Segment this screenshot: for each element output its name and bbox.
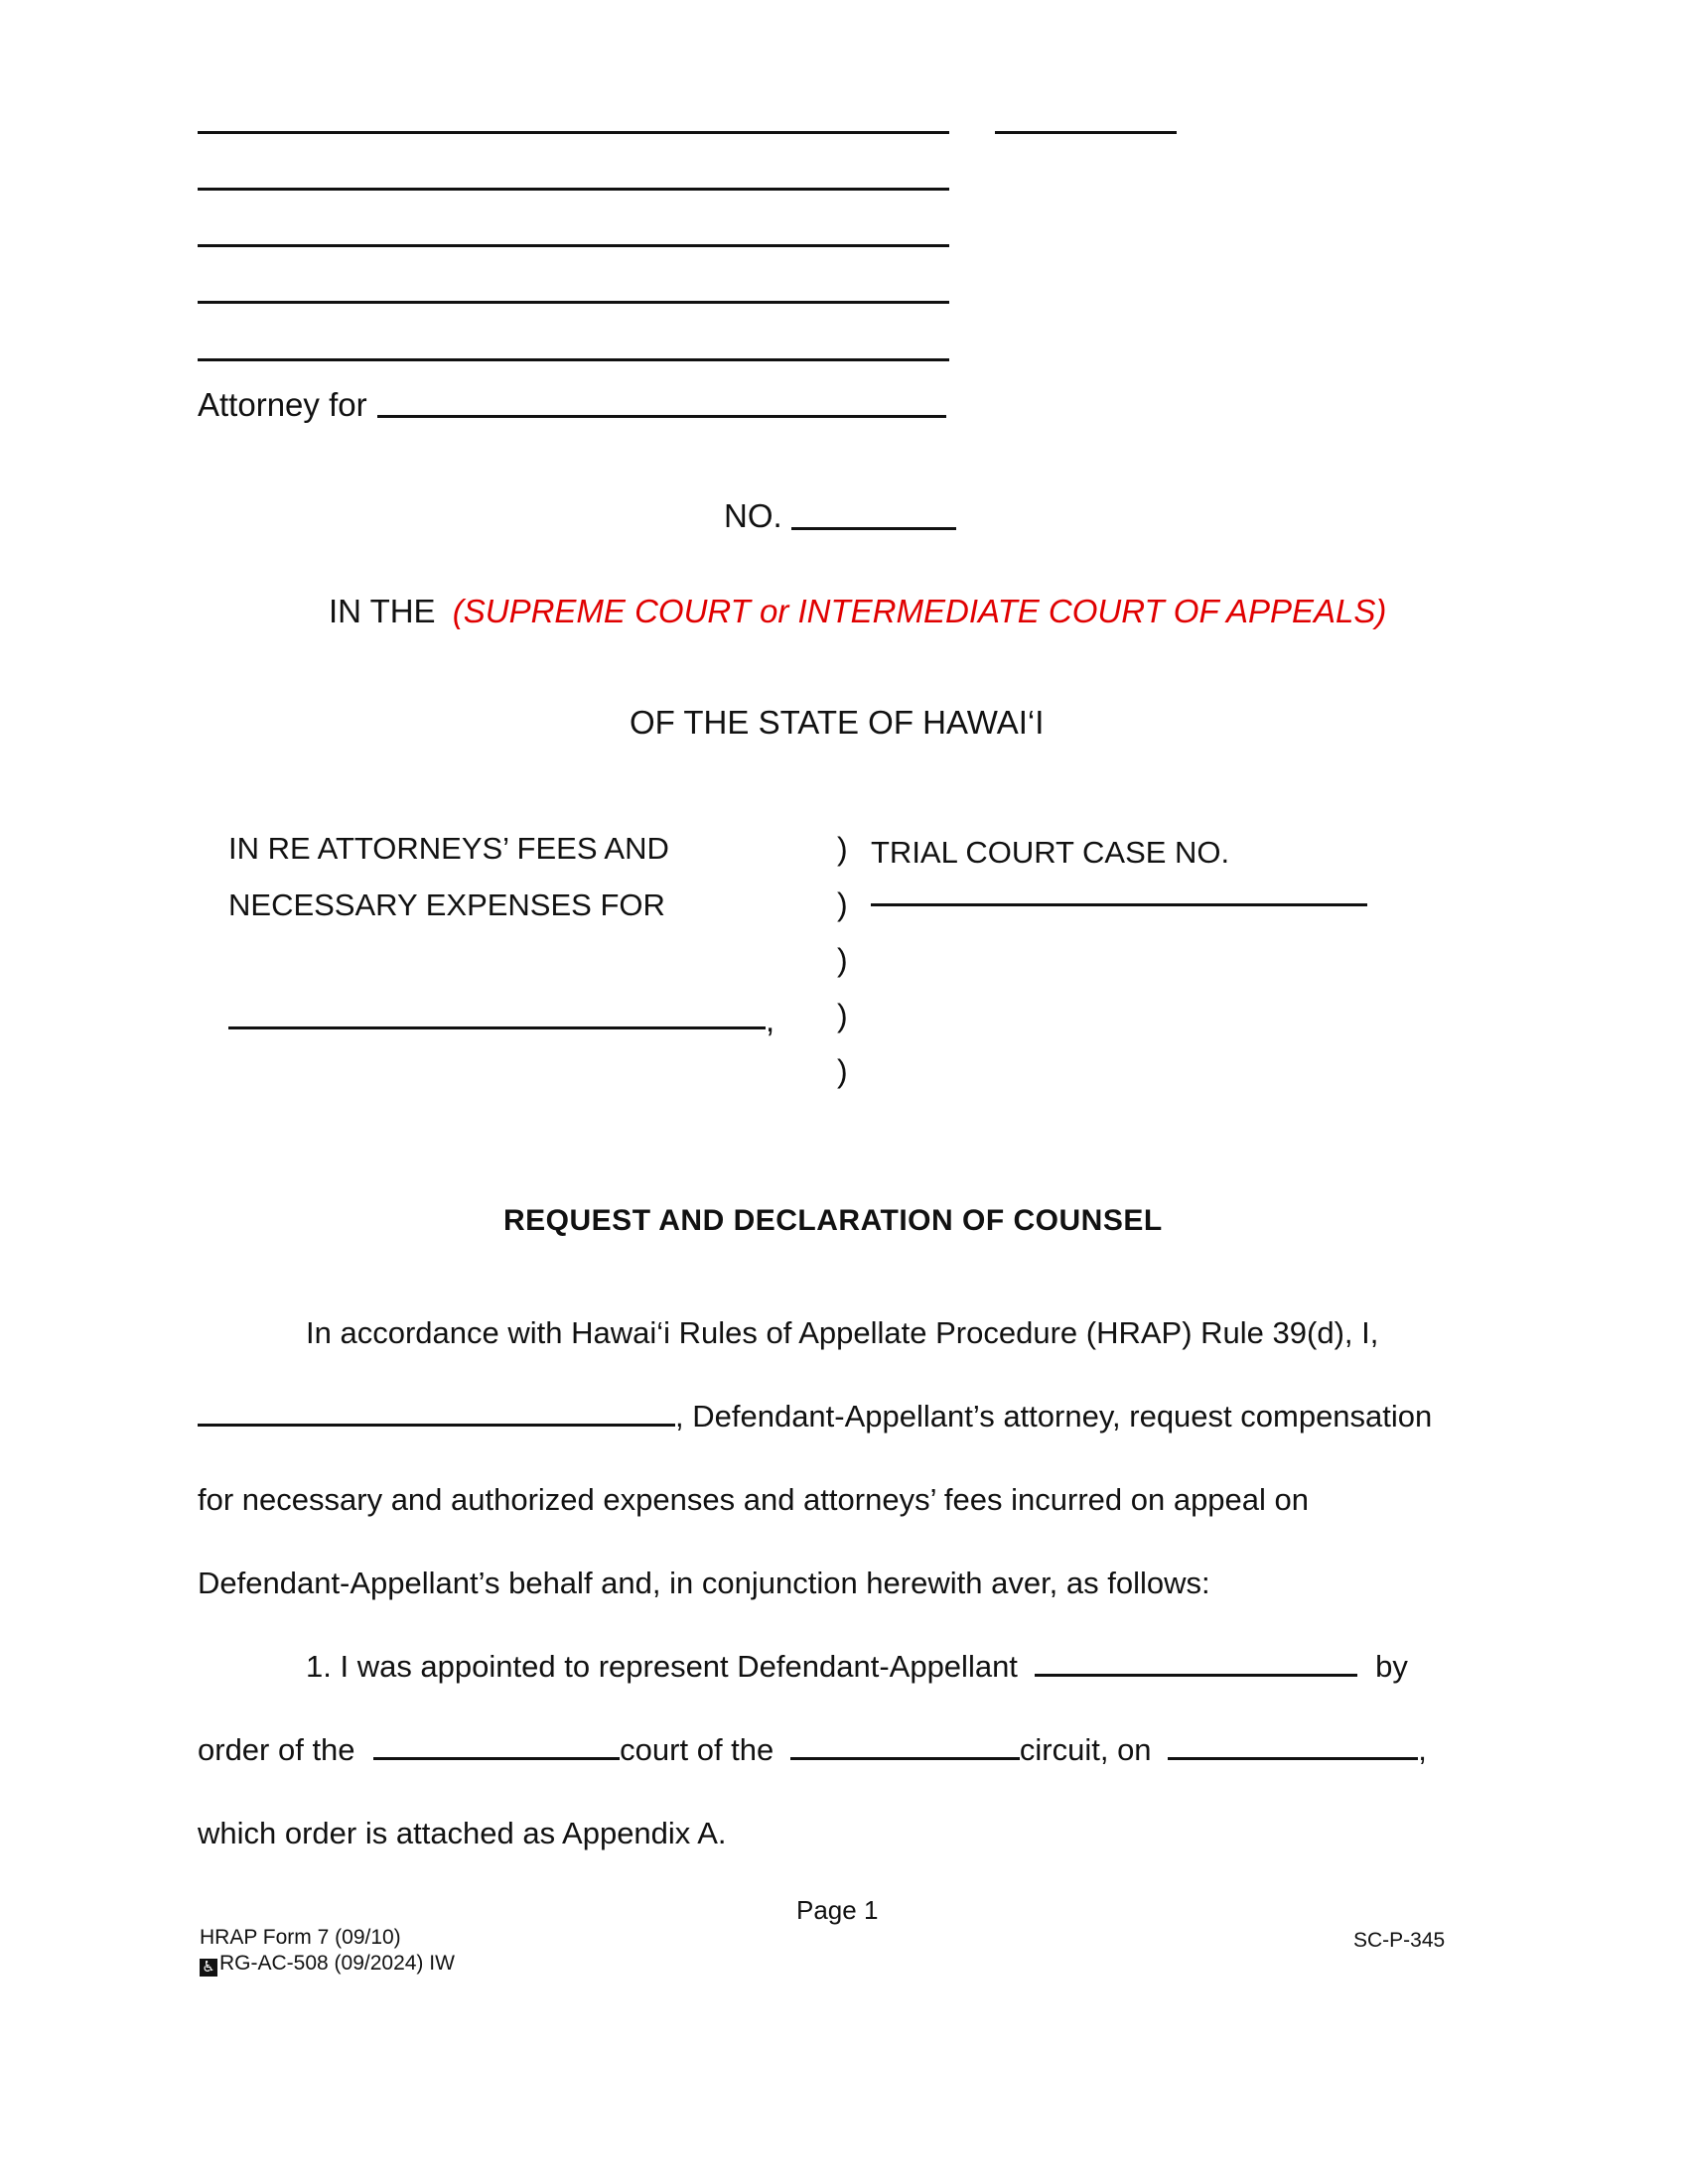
item-1-text-c: order of the: [198, 1732, 355, 1767]
state-heading: OF THE STATE OF HAWAI‘I: [630, 704, 1045, 741]
caption-name-line[interactable]: [228, 1026, 766, 1029]
body-line-4: [198, 1568, 1460, 1598]
trial-case-label: TRIAL COURT CASE NO.: [871, 835, 1230, 870]
item-1-text-f: ,: [1418, 1732, 1427, 1767]
caption-paren: ): [837, 887, 848, 922]
defendant-name-blank[interactable]: [1035, 1673, 1357, 1677]
body-line-3-text: for necessary and authorized expenses and attorneys’ fees incurred on appeal on: [198, 1482, 1310, 1517]
caption-paren: ): [837, 831, 848, 867]
case-number-line[interactable]: [791, 527, 956, 530]
attorney-for-label: Attorney for: [198, 386, 367, 423]
page-number: Page 1: [796, 1895, 879, 1925]
caption-paren: ): [837, 1053, 848, 1089]
body-line-2-text: , Defendant-Appellant’s attorney, request compensation: [675, 1399, 1433, 1433]
court-name-options: (SUPREME COURT or INTERMEDIATE COURT OF APPEALS): [452, 593, 1387, 629]
body-line-1: [198, 1317, 1460, 1348]
item-1-text-b: by: [1375, 1649, 1408, 1684]
attorney-phone-line[interactable]: [198, 358, 949, 361]
case-number-label: NO.: [724, 497, 782, 534]
caption-paren: ): [837, 998, 848, 1033]
trial-case-number-line[interactable]: [871, 903, 1367, 906]
rg-id-row: [200, 1953, 455, 1977]
item-1-text-g: which order is attached as Appendix A.: [198, 1816, 727, 1850]
accessibility-icon: ♿: [200, 1959, 217, 1977]
attorney-city-line[interactable]: [198, 301, 949, 304]
item-1-text-e: circuit, on: [1019, 1732, 1152, 1767]
rg-id: RG-AC-508 (09/2024) IW: [219, 1952, 455, 1975]
attorney-name-blank[interactable]: [198, 1423, 675, 1427]
caption-line-1: IN RE ATTORNEYS’ FEES AND: [228, 831, 669, 866]
item-1-line-2: [198, 1734, 1460, 1765]
body-line-3: [198, 1484, 1460, 1515]
circuit-blank[interactable]: [790, 1756, 1020, 1760]
attorney-bar-number-line[interactable]: [995, 131, 1177, 134]
attorney-address-line[interactable]: [198, 244, 949, 247]
court-prefix: IN THE: [329, 593, 436, 629]
caption-line-2: NECESSARY EXPENSES FOR: [228, 887, 665, 922]
caption-paren: ): [837, 942, 848, 978]
court-heading: [329, 595, 1386, 627]
caption-name-comma: ,: [766, 1002, 775, 1038]
body-line-1-text: In accordance with Hawai‘i Rules of Appellate Procedure (HRAP) Rule 39(d), I,: [306, 1315, 1379, 1350]
item-1-line-1: [198, 1651, 1460, 1682]
body-line-2: [198, 1401, 1460, 1432]
body-line-4-text: Defendant-Appellant’s behalf and, in conjunction herewith aver, as follows:: [198, 1566, 1210, 1600]
item-1-text-a: 1. I was appointed to represent Defendant-Appellant: [306, 1649, 1018, 1684]
item-1-line-3: [198, 1818, 1460, 1848]
form-id: HRAP Form 7 (09/10): [200, 1926, 401, 1949]
document-title: REQUEST AND DECLARATION OF COUNSEL: [503, 1204, 1163, 1237]
attorney-name-line[interactable]: [198, 131, 949, 134]
item-1-text-d: court of the: [620, 1732, 774, 1767]
court-type-blank[interactable]: [373, 1756, 620, 1760]
sc-id: SC-P-345: [1353, 1929, 1446, 1952]
attorney-for-line[interactable]: [377, 415, 946, 418]
order-date-blank[interactable]: [1168, 1756, 1418, 1760]
attorney-firm-line[interactable]: [198, 188, 949, 191]
